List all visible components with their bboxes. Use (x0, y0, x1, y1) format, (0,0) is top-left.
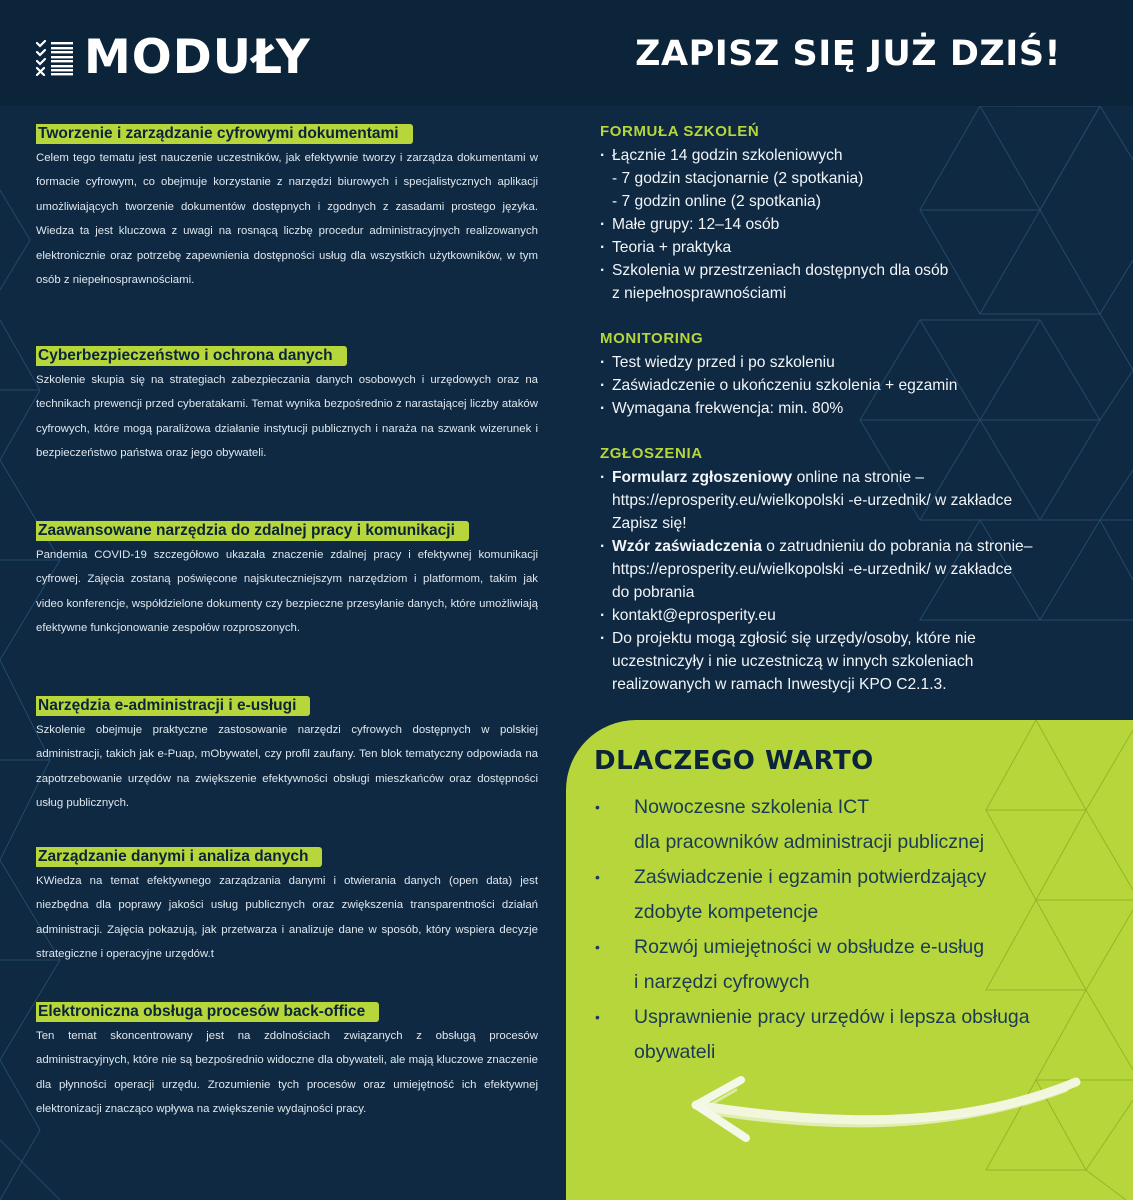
template-url[interactable]: https://eprosperity.eu/wielkopolski -e-urzednik/ w zakładce (612, 561, 1013, 578)
module-title: Narzędzia e-administracji i e-usługi (36, 696, 310, 716)
module-description: Celem tego tematu jest nauczenie uczestników, jak efektywnie tworzy i zarządza dokumentami w formacie cyfrowym, co obejmuje korzystanie z narzędzi biurowych i specjalistycznych aplikacji umożliwiających tworzenie dokumentów dostępnych i zgodnych z zasadami prostego języka. Wiedza ta jest kluczowa z uwagi na rosnącą liczbę procedur administracyjnych realizowanych elektronicznie oraz potrzebę zapewnienia dostępności usług dla wszystkich użytkowników, w tym osób z niepełnosprawnościami. (36, 152, 538, 287)
checklist-icon (35, 40, 75, 76)
module-description: Ten temat skoncentrowany jest na zdolnościach związanych z obsługą procesów administracyjnych, które nie są bezpośrednio widoczne dla obywateli, ale mają kluczowe znaczenie dla płynności operacji urzędu. Zrozumienie tych procesów oraz umiejętność ich efektywnej elektronizacji znacząco wpływa na zwiększenie wydajności pracy. (36, 1030, 538, 1116)
form-link-label[interactable]: Formularz zgłoszeniowy (612, 469, 793, 486)
list-item: · Test wiedzy przed i po szkoleniu (600, 351, 1120, 374)
module-description: KWiedza na temat efektywnego zarządzania danymi i otwierania danych (open data) jest niezbędna dla poprawy jakości usług publicznych oraz zwiększenia transparentności działań administracji. Zajęcia pokazują, jak przetwarza i analizuje dane w sposób, który wspiera decyzje strategiczne i operacyjne urzędów.t (36, 875, 538, 961)
applications-heading: ZGŁOSZENIA (600, 445, 703, 462)
module-item (36, 696, 538, 816)
item-line: zdobyte kompetencje (634, 901, 819, 923)
module-title: Tworzenie i zarządzanie cyfrowymi dokumentami (36, 124, 413, 144)
template-link-label[interactable]: Wzór zaświadczenia (612, 538, 762, 555)
list-item (600, 466, 1120, 489)
list-item: - 7 godzin stacjonarnie (2 spotkania) (612, 170, 864, 187)
list-item: do pobrania (612, 584, 695, 601)
hand-drawn-arrow-icon (666, 1060, 1086, 1150)
module-title: Zarządzanie danymi i analiza danych (36, 847, 322, 867)
module-item (36, 521, 538, 641)
form-url[interactable]: https://eprosperity.eu/wielkopolski -e-urzednik/ w zakładce (612, 492, 1013, 509)
list-item: · Do projektu mogą zgłosić się urzędy/osoby, które nie (600, 627, 1120, 650)
list-item: · Wymagana frekwencja: min. 80% (600, 397, 1120, 420)
module-item (36, 124, 538, 292)
list-item: - 7 godzin online (2 spotkania) (612, 193, 821, 210)
module-description: Szkolenie skupia się na strategiach zabezpieczania danych osobowych i urzędowych oraz na technikach prewencji przed cyberatakami. Temat wynika bezpośrednio z narastającej liczby ataków cyfrowych, które mogą paraliżowa działanie instytucji publicznych i naraża na szwank wizerunek i bezpieczeństwo państwa oraz jego obywateli. (36, 374, 538, 460)
list-item (600, 535, 1120, 558)
list-item: z niepełnosprawnościami (612, 285, 787, 302)
list-item: · Teoria + praktyka (600, 236, 1120, 259)
item-line: Nowoczesne szkolenia ICT (634, 796, 870, 818)
module-title: Elektroniczna obsługa procesów back-office (36, 1002, 379, 1022)
item-line: Zaświadczenie i egzamin potwierdzający (634, 866, 987, 888)
monitoring-list (600, 351, 1120, 420)
module-description: Pandemia COVID-19 szczegółowo ukazała znaczenie zdalnej pracy i efektywnej komunikacji cyfrowej. Zajęcia zostaną poświęcone najskuteczniejszym narzędziom i platformom, takim jak video konferencje, współdzielone dokumenty czy bezpieczne przesyłanie danych, które umożliwiają efektywne funkcjonowanie zespołów rozproszonych. (36, 549, 538, 635)
item-line: dla pracowników administracji publicznej (634, 831, 985, 853)
list-item: · Zaświadczenie o ukończeniu szkolenia + egzamin (600, 374, 1120, 397)
info-column (600, 120, 1120, 696)
item-line: obywateli (634, 1041, 716, 1063)
list-item: Zapisz się! (612, 515, 687, 532)
item-line: Usprawnienie pracy urzędów i lepsza obsługa (634, 1006, 1030, 1028)
module-item (36, 346, 538, 466)
list-item: · Szkolenia w przestrzeniach dostępnych dla osób (600, 259, 1120, 282)
list-item: uczestniczyły i nie uczestniczą w innych szkoleniach (612, 653, 974, 670)
applications-list (600, 466, 1120, 696)
module-title: Cyberbezpieczeństwo i ochrona danych (36, 346, 347, 366)
modules-title: MODUŁY (84, 30, 311, 85)
why-list (594, 790, 1114, 1070)
list-item (594, 860, 1114, 930)
list-item (594, 790, 1114, 860)
module-title: Zaawansowane narzędzia do zdalnej pracy i komunikacji (36, 521, 469, 541)
monitoring-heading: MONITORING (600, 330, 704, 347)
header-bar (0, 0, 1133, 106)
list-item: · Łącznie 14 godzin szkoleniowych (600, 144, 1120, 167)
item-line: i narzędzi cyfrowych (634, 971, 810, 993)
list-item: · Małe grupy: 12–14 osób (600, 213, 1120, 236)
list-item: realizowanych w ramach Inwestycji KPO C2.1.3. (612, 676, 947, 693)
module-item (36, 1002, 538, 1122)
contact-email[interactable]: · kontakt@eprosperity.eu (600, 604, 1120, 627)
template-text: o zatrudnieniu do pobrania na stronie– (761, 538, 1033, 555)
formula-heading: FORMUŁA SZKOLEŃ (600, 123, 760, 140)
module-item (36, 847, 538, 967)
formula-list (600, 144, 1120, 305)
why-worth-box (566, 720, 1133, 1200)
item-line: Rozwój umiejętności w obsłudze e-usług (634, 936, 985, 958)
why-heading: DLACZEGO WARTO (594, 746, 874, 776)
form-text: online na stronie – (792, 469, 925, 486)
signup-title: ZAPISZ SIĘ JUŻ DZIŚ! (635, 34, 1061, 74)
module-description: Szkolenie obejmuje praktyczne zastosowanie narzędzi cyfrowych dostępnych w polskiej administracji, takich jak e-Puap, mObywatel, czy profil zaufany. Ten blok tematyczny odpowiada na zapotrzebowanie urzędów na zwiększenie efektywności obsługi mieszkańców oraz dostępności usług publicznych. (36, 724, 538, 810)
list-item (594, 930, 1114, 1000)
